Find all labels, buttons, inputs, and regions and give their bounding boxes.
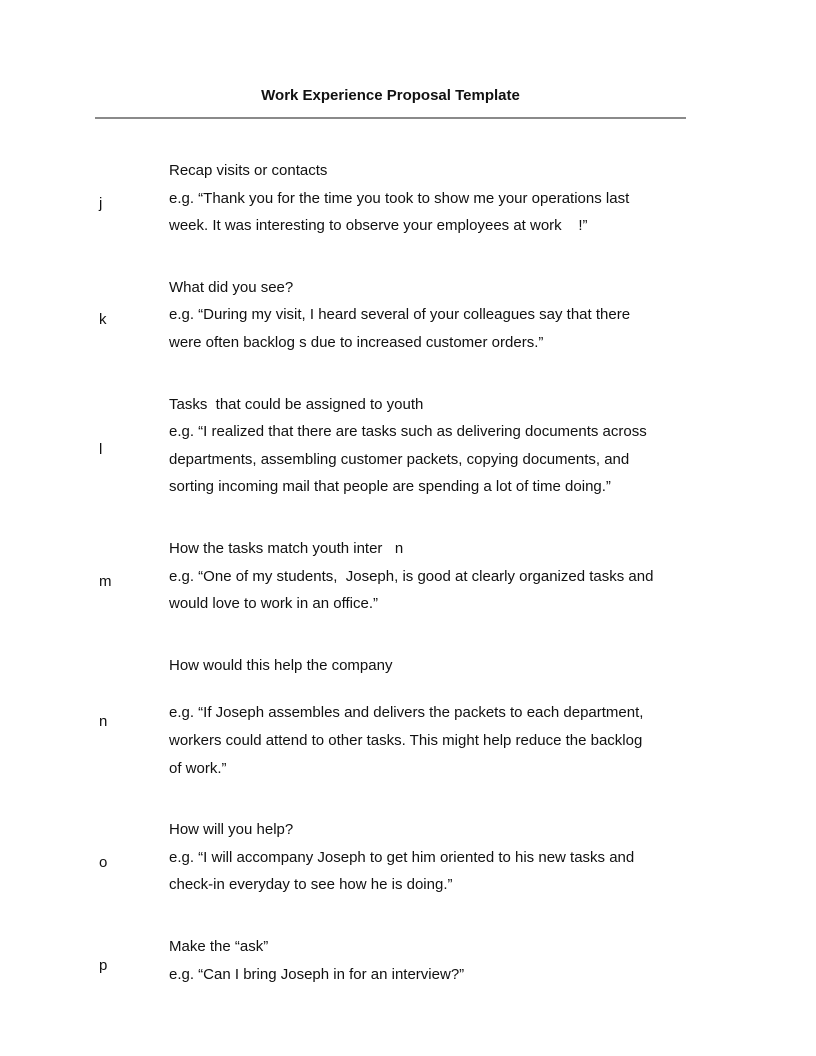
section-marker: k (99, 311, 107, 328)
section-example-line: e.g. “I realized that there are tasks such as delivering documents across (169, 423, 647, 440)
section-heading: Tasks that could be assigned to youth (169, 396, 424, 413)
section-heading: Recap visits or contacts (169, 162, 328, 179)
section-marker: m (99, 573, 112, 590)
section-heading: Make the “ask” (169, 938, 269, 955)
section-example-line: week. It was interesting to observe your employees at work !” (169, 217, 588, 234)
section-example-line: would love to work in an office.” (169, 595, 378, 612)
section-example-line: were often backlog s due to increased customer orders.” (169, 334, 544, 351)
section-example-line: e.g. “I will accompany Joseph to get him oriented to his new tasks and (169, 849, 635, 866)
title-divider (95, 117, 686, 119)
section-example-line: e.g. “Thank you for the time you took to show me your operations last (169, 190, 630, 207)
section-marker: o (99, 854, 108, 871)
section-example-line: e.g. “One of my students, Joseph, is good at clearly organized tasks and (169, 568, 654, 585)
section-example-line: of work.” (169, 760, 227, 777)
section-example-line: departments, assembling customer packets, copying documents, and (169, 451, 630, 468)
section-heading: How would this help the company (169, 657, 393, 674)
section-marker: p (99, 957, 108, 974)
page-title: Work Experience Proposal Template (261, 87, 520, 104)
section-heading: How the tasks match youth inter n (169, 540, 404, 557)
section-marker: l (99, 441, 103, 458)
section-example-line: sorting incoming mail that people are spending a lot of time doing.” (169, 478, 611, 495)
section-heading: What did you see? (169, 279, 294, 296)
section-example-line: check-in everyday to see how he is doing.” (169, 876, 453, 893)
section-marker: n (99, 713, 108, 730)
section-marker: j (99, 195, 103, 212)
section-example-line: e.g. “If Joseph assembles and delivers the packets to each department, (169, 704, 644, 721)
section-example-line: e.g. “Can I bring Joseph in for an interview?” (169, 966, 465, 983)
section-example-line: e.g. “During my visit, I heard several of your colleagues say that there (169, 306, 631, 323)
section-heading: How will you help? (169, 821, 294, 838)
section-example-line: workers could attend to other tasks. This might help reduce the backlog (169, 732, 643, 749)
